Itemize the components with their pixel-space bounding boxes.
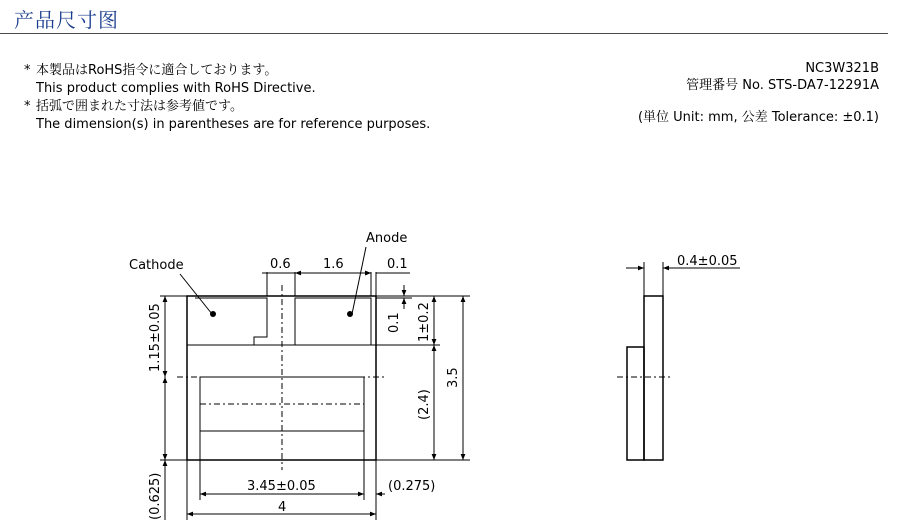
dim-bottom-4: 4 [278,500,287,515]
note-reference-ja: 括弧で囲まれた寸法は参考値です。 [36,99,243,114]
anode-dot [347,311,353,317]
note-bullet: * [24,99,31,114]
dim-left-0-625: (0.625) [148,472,163,520]
page-title: 产品尺寸图 [14,8,119,32]
dim-right-0-1: 0.1 [387,312,402,333]
anode-label: Anode [366,231,408,246]
part-number: NC3W321B [805,61,879,76]
cathode-label: Cathode [129,258,184,273]
dim-right-2-4: (2.4) [417,389,432,420]
control-label: 管理番号 [686,78,739,93]
cathode-dot [210,311,216,317]
dim-bottom-0-275: (0.275) [388,479,436,494]
cathode-leader [180,274,212,314]
anode-pad [295,298,371,345]
cathode-pad [195,298,267,345]
control-number: No. STS-DA7-12291A [742,78,879,93]
dim-left-1-15: 1.15±0.05 [148,303,163,372]
anode-leader [352,247,366,314]
dim-side-0-4: 0.4±0.05 [677,254,738,269]
dim-top-0-1: 0.1 [387,257,408,272]
note-reference-en: The dimension(s) in parentheses are for reference purposes. [36,117,431,132]
note-rohs-en: This product complies with RoHS Directive. [36,81,316,96]
note-rohs-ja: 本製品はRoHS指令に適合しております。 [36,63,278,78]
side-view-body [644,296,663,460]
unit-tolerance: (単位 Unit: mm, 公差 Tolerance: ±0.1) [637,110,879,125]
dim-right-3-5: 3.5 [446,367,461,388]
dim-right-1-0-2: 1±0.2 [417,302,432,342]
dim-bottom-3-45: 3.45±0.05 [247,479,316,494]
dim-top-1-6: 1.6 [323,257,344,272]
side-view-lens [627,347,644,460]
note-bullet: * [24,63,31,78]
dim-top-0-6: 0.6 [270,257,291,272]
